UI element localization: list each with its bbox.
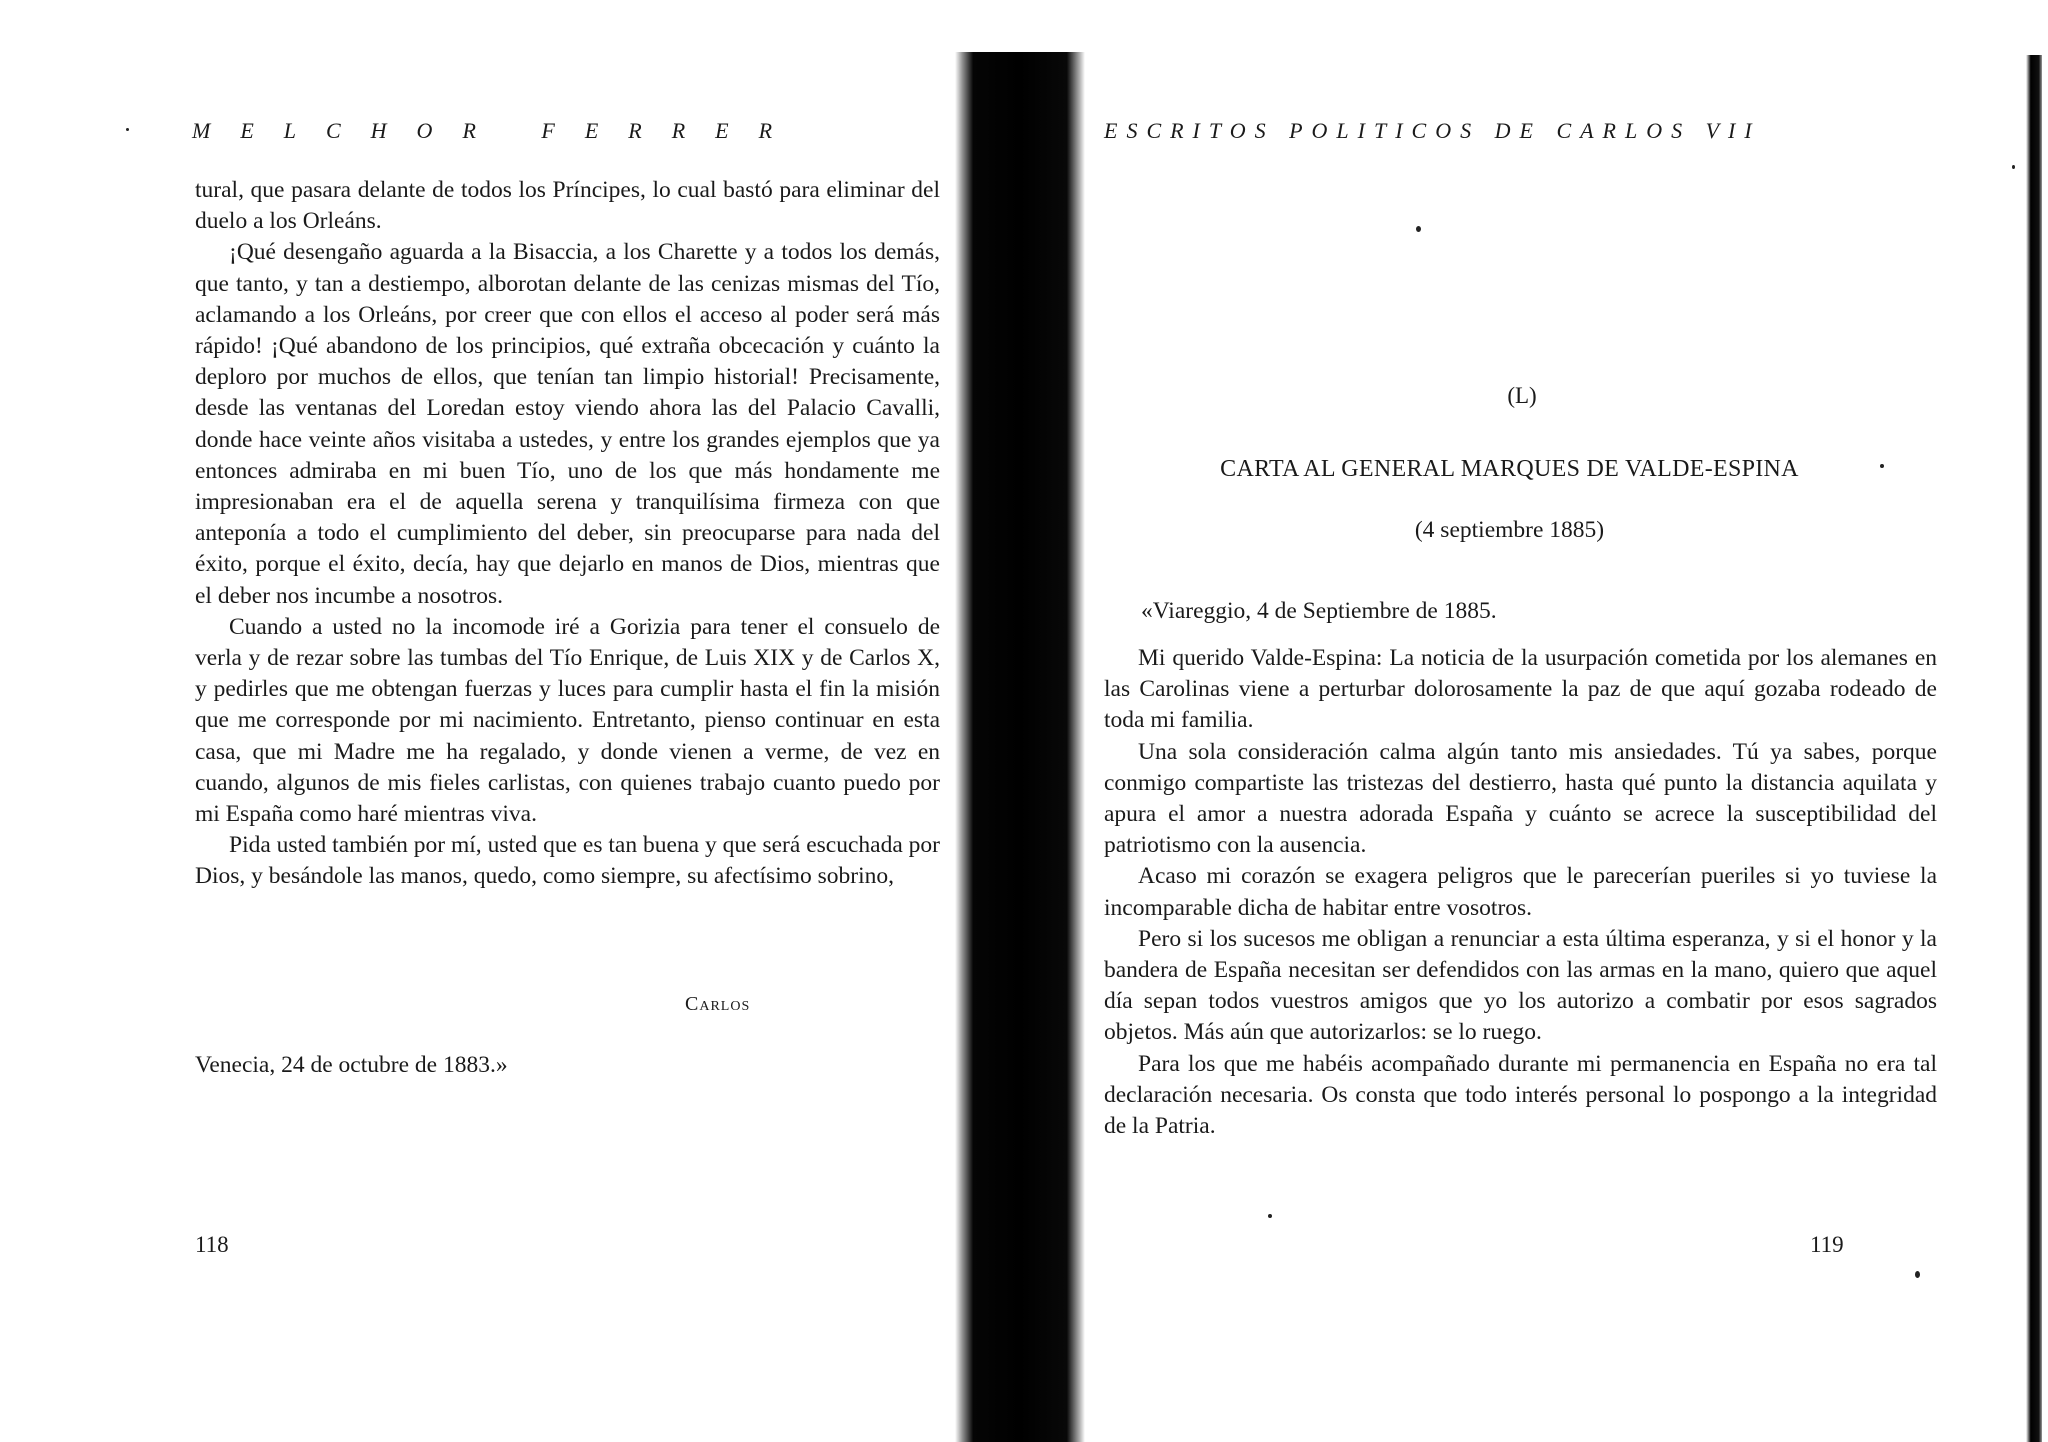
running-head-left: MELCHOR FERRER xyxy=(192,118,803,143)
letter-date: (4 septiembre 1885) xyxy=(1414,517,1605,543)
right-paragraph-4: Pero si los sucesos me obligan a renunciar a esta última esperanza, y si el honor y la bandera de España necesitan ser defendidos con las armas en la mano, quiero que aquel día sepan todos vuestros amigos que yo los autorizo a combatir por esos sagrados objetos. Más aún que autorizarlos: se lo ruego. xyxy=(1104,925,1937,1046)
scan-speck xyxy=(1268,1214,1272,1218)
book-gutter-shadow xyxy=(955,52,1085,1442)
right-page xyxy=(1082,0,2048,1442)
page-number-right: 119 xyxy=(1810,1232,1844,1257)
right-paragraph-1: Mi querido Valde-Espina: La noticia de la usurpación cometida por los alemanes en las Carolinas viene a perturbar dolorosamente la paz de que aquí gozaba rodeado de toda mi familia. xyxy=(1104,645,1937,734)
letter-title: CARTA AL GENERAL MARQUES DE VALDE-ESPINA xyxy=(1220,456,1799,482)
left-body-text xyxy=(195,175,940,893)
right-paragraph-3: Acaso mi corazón se exagera peligros que le parecerían pueriles si yo tuviese la incomparable dicha de habitar entre vosotros. xyxy=(1104,863,1937,921)
signature: Carlos xyxy=(685,993,751,1015)
right-body-text xyxy=(1104,643,1937,1142)
right-paragraph-2: Una sola consideración calma algún tanto mis ansiedades. Tú ya sabes, porque conmigo compartiste las tristezas del destierro, hasta qué punto la distancia aquilata y apura el amor a nuestra adorada España y cuánto se acrece la susceptibilidad del patriotismo con la ausencia. xyxy=(1104,738,1937,859)
left-paragraph-1: tural, que pasara delante de todos los Príncipes, lo cual bastó para eliminar del duelo a los Orleáns. xyxy=(195,177,940,235)
letter-dateline: «Viareggio, 4 de Septiembre de 1885. xyxy=(1141,598,1497,624)
scan-speck xyxy=(2012,165,2015,169)
left-paragraph-3: Cuando a usted no la incomode iré a Gorizia para tener el consuelo de verla y de rezar sobre las tumbas del Tío Enrique, de Luis XIX y de Carlos X, y pedirles que me obtengan fuerzas y luces para cumplir hasta el fin la misión que me corresponde por mi nacimiento. Entretanto, pienso continuar en esta casa, que mi Madre me ha regalado, y donde vienen a verme, de vez en cuando, algunos de mis fieles carlistas, con quienes trabajo cuanto puedo por mi España como haré mientras viva. xyxy=(195,613,940,828)
left-page xyxy=(0,0,960,1442)
scan-speck xyxy=(1416,226,1421,232)
running-head-right: ESCRITOS POLITICOS DE CARLOS VII xyxy=(1104,118,1761,143)
left-paragraph-2: ¡Qué desengaño aguarda a la Bisaccia, a los Charette y a todos los demás, que tanto, y tan a destiempo, alborotan delante de las cenizas mismas del Tío, aclamando a los Orleáns, por creer que con ellos el acceso al poder será más rápido! ¡Qué abandono de los principios, qué extraña obcecación y cuánto la deploro por muchos de ellos, que tenían tan limpio historial! Precisamente, desde las ventanas del Loredan estoy viendo ahora las del Palacio Cavalli, donde hace veinte años visitaba a ustedes, y entre los grandes ejemplos que ya entonces admiraba en mi buen Tío, uno de los que más hondamente me impresionaban era el de aquella serena y tranquilísima firmeza con que anteponía a todo el cumplimiento del deber, sin preocuparse para nada del éxito, porque el éxito, decía, hay que dejarlo en manos de Dios, mientras que el deber nos incumbe a nosotros. xyxy=(195,239,940,609)
scan-speck xyxy=(126,128,129,131)
section-number: (L) xyxy=(1507,383,1537,408)
scan-speck xyxy=(1880,464,1884,468)
right-paragraph-5: Para los que me habéis acompañado durante mi permanencia en España no era tal declaración necesaria. Os consta que todo interés personal lo pospongo a la integridad de la Patria. xyxy=(1104,1050,1937,1140)
left-paragraph-4: Pida usted también por mí, usted que es tan buena y que será escuchada por Dios, y besándole las manos, quedo, como siempre, su afectísimo sobrino, xyxy=(195,832,940,890)
scan-speck xyxy=(1915,1271,1920,1278)
closing-date: Venecia, 24 de octubre de 1883.» xyxy=(195,1052,508,1078)
page-number-left: 118 xyxy=(195,1232,229,1257)
